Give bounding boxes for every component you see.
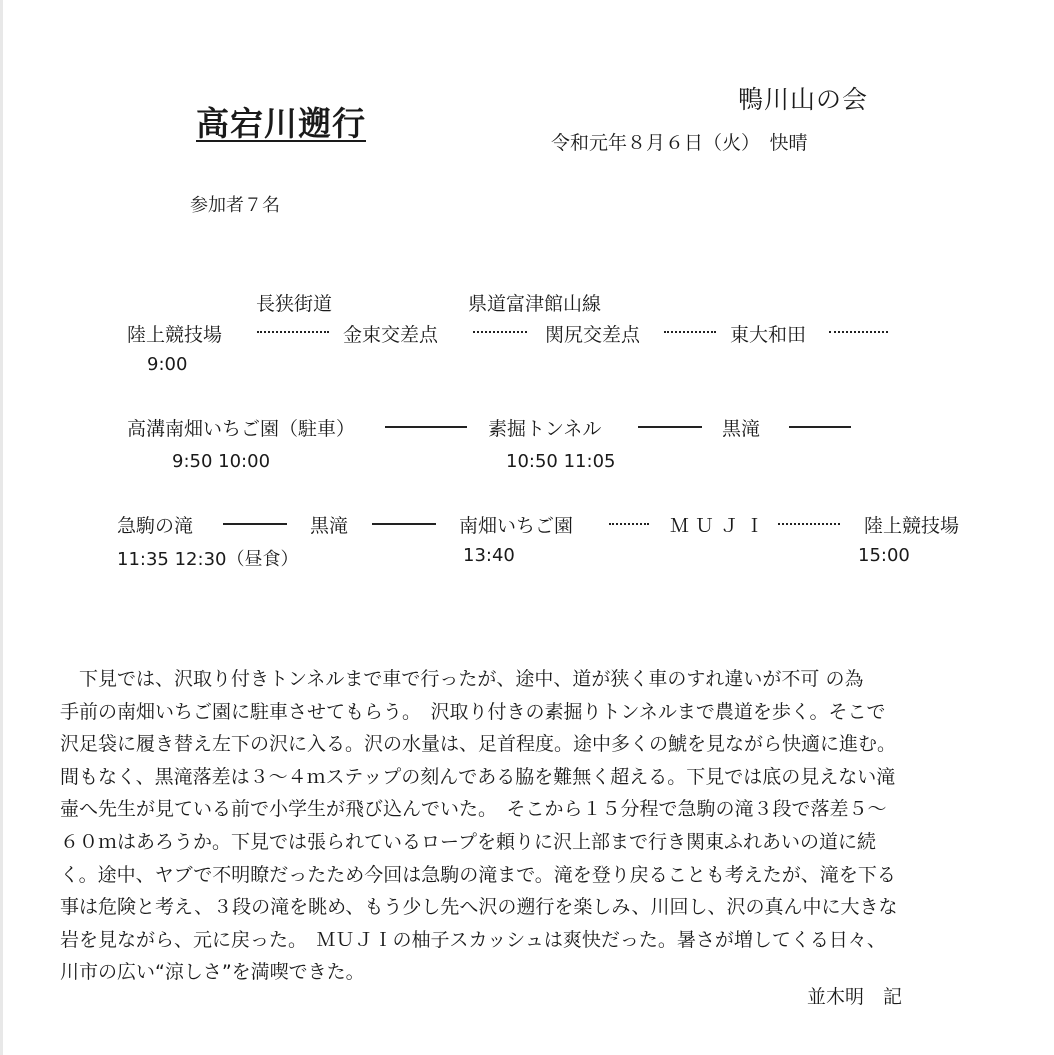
route-time: 9:00 [147, 354, 188, 375]
date-weather: 令和元年８月６日（火） 快晴 [551, 132, 808, 154]
route-time: 10:50 11:05 [506, 451, 616, 472]
route-time: 9:50 10:00 [172, 451, 271, 472]
route-connector-dotted [473, 331, 527, 333]
route-connector-solid [789, 426, 851, 428]
route-time: 13:40 [463, 545, 515, 566]
report-body [60, 663, 1010, 989]
route-stop-kanetsuka: 金束交差点 [343, 324, 439, 346]
route-connector-solid [385, 426, 467, 428]
route-stop-tunnel: 素掘トンネル [488, 418, 602, 440]
organization-name: 鴨川山の会 [738, 85, 869, 114]
route-connector-dotted [829, 331, 888, 333]
route-stop-stadium: 陸上競技場 [127, 324, 223, 346]
author-signature: 並木明 記 [807, 986, 903, 1008]
report-line: ６０ｍはあろうか。下見では張られているロープを頼りに沢上部まで行き関東ふれあいの道に続 [60, 830, 877, 853]
scan-edge [0, 0, 3, 1055]
route-connector-solid [372, 523, 436, 525]
page-title: 高宕川遡行 [196, 104, 366, 143]
report-line: 川市の広い“涼しさ”を満喫できた。 [60, 961, 365, 984]
route-time: 15:00 [858, 545, 910, 566]
route-connector-dotted [778, 523, 840, 525]
route-connector-solid [223, 523, 287, 525]
route-stop-kurotaki: 黒滝 [310, 515, 349, 537]
route-connector-dotted [257, 331, 329, 333]
route-time: 11:35 12:30（昼食） [117, 549, 299, 570]
route-connector-dotted [609, 523, 649, 525]
route-stop-strawberry-farm-parking: 高溝南畑いちご園（駐車） [127, 418, 356, 440]
report-line: 事は危険と考え、３段の滝を眺め、もう少し先へ沢の遡行を楽しみ、川回し、沢の真ん中に大きな [60, 896, 898, 919]
report-line: 沢足袋に履き替え左下の沢に入る。沢の水量は、足首程度。途中多くの鯱を見ながら快適に進む。 [60, 733, 897, 756]
route-stop-sekijiri: 関尻交差点 [545, 324, 641, 346]
road-label-nagasa: 長狭街道 [256, 293, 333, 315]
participant-count: 参加者７名 [190, 195, 280, 216]
route-stop-stadium: 陸上競技場 [864, 515, 960, 537]
route-stop-higashiowada: 東大和田 [730, 324, 807, 346]
route-stop-kurotaki: 黒滝 [722, 418, 761, 440]
route-connector-dotted [664, 331, 716, 333]
route-stop-muji: ＭＵＪＩ [670, 515, 771, 537]
road-label-prefectural: 県道富津館山線 [468, 293, 602, 315]
route-stop-kyukoma-falls: 急駒の滝 [117, 515, 194, 537]
route-connector-solid [638, 426, 702, 428]
report-line: 手前の南畑いちご園に駐車させてもらう。 沢取り付きの素掘りトンネルまで農道を歩く。そこで [60, 700, 886, 723]
report-line: 間もなく、黒滝落差は３～４ｍステップの刻んである脇を難無く超える。下見では底の見えない滝 [60, 765, 896, 788]
route-stop-strawberry-farm: 南畑いちご園 [459, 515, 574, 537]
report-line: 壷へ先生が見ている前で小学生が飛び込んでいた。 そこから１５分程で急駒の滝３段で落差５～ [60, 798, 887, 821]
report-line: 岩を見ながら、元に戻った。 ＭＵＪＩの柚子スカッシュは爽快だった。暑さが増してくる日々、 [60, 928, 886, 951]
report-line: 下見では、沢取り付きトンネルまで車で行ったが、途中、道が狭く車のすれ違いが不可 の為 [60, 668, 864, 690]
report-line: く。途中、ヤブで不明瞭だったため今回は急駒の滝まで。滝を登り戻ることも考えたが、滝を下る [60, 863, 896, 886]
